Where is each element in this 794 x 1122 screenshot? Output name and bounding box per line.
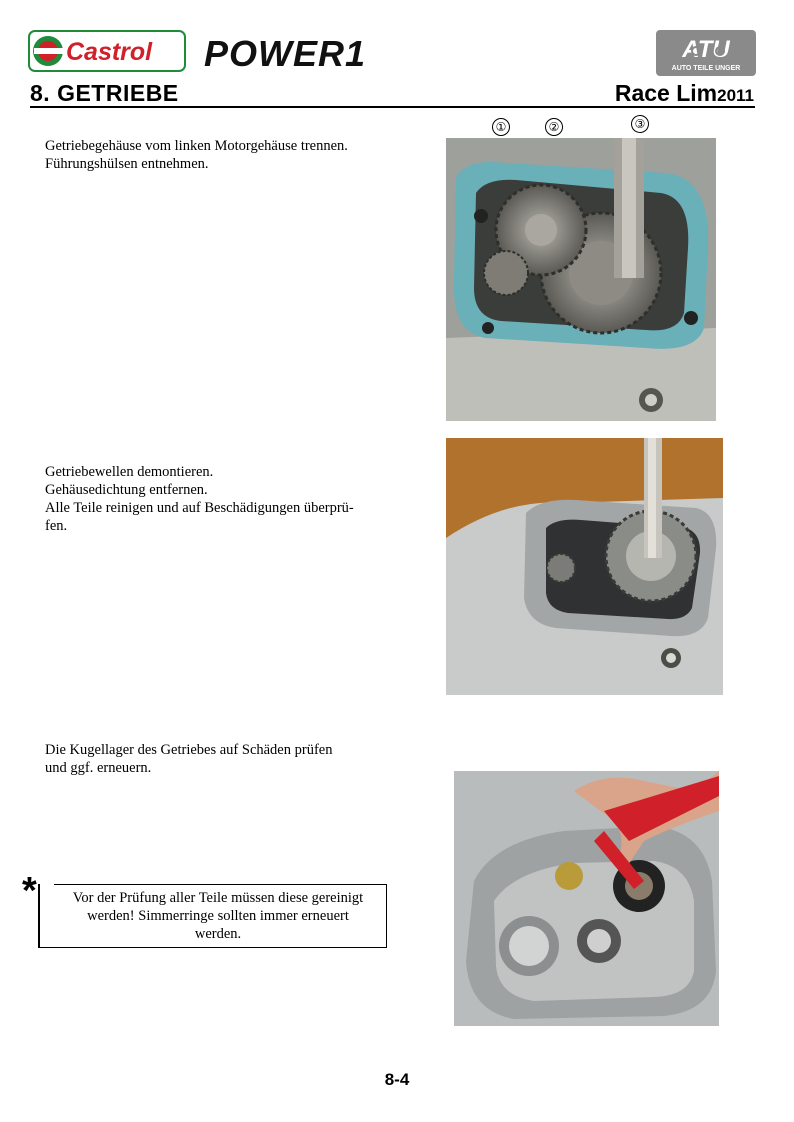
step-line: Getriebegehäuse vom linken Motorgehäuse trennen. bbox=[45, 138, 348, 154]
step-line: Führungshülsen entnehmen. bbox=[45, 156, 209, 172]
photo-ball-bearings bbox=[454, 771, 719, 1026]
callout-3: ③ bbox=[631, 115, 649, 133]
callout-2: ② bbox=[545, 118, 563, 136]
step-line: Die Kugellager des Getriebes auf Schäden prüfen bbox=[45, 742, 333, 758]
note-line: werden! Simmerringe sollten immer erneuert bbox=[87, 908, 349, 924]
step-1-text bbox=[45, 137, 405, 173]
note-line: werden. bbox=[194, 926, 242, 942]
model-year: 2011 bbox=[717, 86, 754, 105]
model-title bbox=[615, 80, 754, 107]
atu-wordmark: ATU bbox=[682, 36, 730, 63]
castrol-wordmark: Castrol bbox=[66, 38, 153, 66]
note-line: Vor der Prüfung aller Teile müssen diese gereinigt bbox=[72, 890, 364, 906]
step-2-text bbox=[45, 463, 405, 535]
header-rule bbox=[30, 106, 755, 108]
step-line: Getriebewellen demontieren. bbox=[45, 464, 214, 480]
atu-subline: AUTO TEILE UNGER bbox=[671, 65, 741, 72]
step-line: fen. bbox=[45, 518, 68, 534]
photo-gear-shafts bbox=[446, 438, 723, 695]
step-3-text bbox=[45, 741, 405, 777]
step-line: Gehäusedichtung entfernen. bbox=[45, 482, 208, 498]
power1-logo bbox=[202, 34, 386, 72]
atu-logo bbox=[656, 30, 756, 76]
castrol-logo bbox=[28, 30, 186, 72]
section-title: 8. GETRIEBE bbox=[30, 80, 179, 106]
page-number: 8-4 bbox=[384, 1070, 410, 1089]
step-line: Alle Teile reinigen und auf Beschädigungen überprü- bbox=[45, 500, 354, 516]
photo-gearbox-housing bbox=[446, 138, 716, 421]
power1-wordmark: POWER1 bbox=[204, 34, 367, 72]
model-name: Race Lim bbox=[614, 80, 718, 106]
note-text bbox=[52, 889, 384, 943]
callout-1: ① bbox=[492, 118, 510, 136]
note-asterisk: * bbox=[22, 870, 37, 912]
step-line: und ggf. erneuern. bbox=[45, 760, 152, 776]
